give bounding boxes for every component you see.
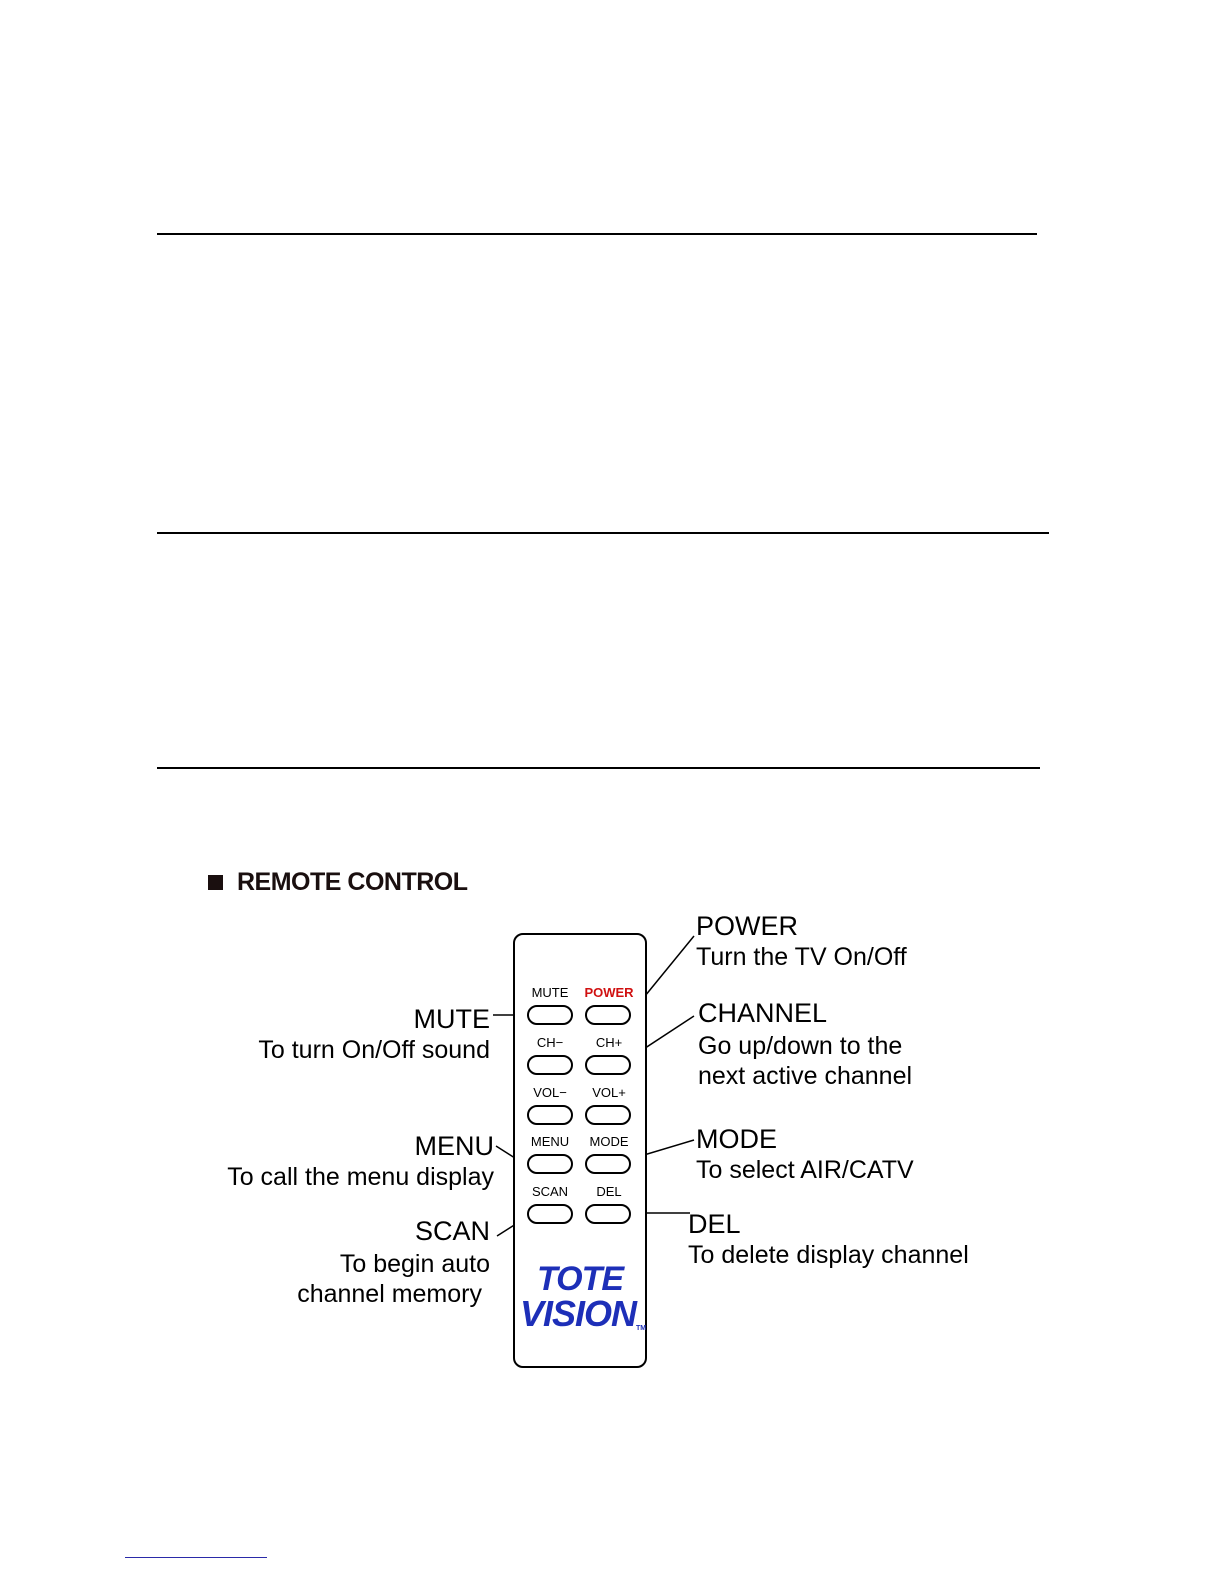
tote-vision-logo: [520, 1260, 647, 1334]
callout-scan-desc-line1: To begin auto: [339, 1250, 490, 1279]
callout-del: [688, 1208, 969, 1270]
mode-button-label: MODE: [589, 1134, 629, 1149]
callout-mute-desc: To turn On/Off sound: [258, 1036, 490, 1065]
logo-line-1: TOTE: [536, 1260, 624, 1298]
mode-button[interactable]: [585, 1154, 631, 1174]
callout-channel-title: CHANNEL: [698, 998, 828, 1028]
menu-button[interactable]: [527, 1154, 573, 1174]
callout-menu: [160, 1130, 494, 1192]
callout-power-desc: Turn the TV On/Off: [696, 943, 907, 972]
callout-scan-desc-line2: channel memory: [297, 1280, 482, 1309]
ch-minus-button-label: CH−: [536, 1035, 564, 1050]
callout-channel-desc-line1: Go up/down to the: [698, 1032, 903, 1061]
callout-mode-desc: To select AIR/CATV: [696, 1156, 914, 1185]
menu-button-label: MENU: [530, 1134, 570, 1149]
callout-menu-desc: To call the menu display: [227, 1163, 494, 1192]
scan-button-label: SCAN: [531, 1184, 569, 1199]
vol-minus-button-label: VOL−: [533, 1085, 567, 1100]
callout-channel-desc-line2: next active channel: [698, 1062, 913, 1091]
callout-mode-title: MODE: [696, 1124, 777, 1154]
logo-line-2: [520, 1293, 647, 1334]
vol-minus-button[interactable]: [527, 1105, 573, 1125]
power-button[interactable]: [585, 1005, 631, 1025]
ch-plus-button-label: CH+: [595, 1035, 623, 1050]
del-button[interactable]: [585, 1204, 631, 1224]
callout-mute-title: MUTE: [413, 1004, 490, 1034]
vol-plus-button-label: VOL+: [592, 1085, 626, 1100]
logo-tm-mark: TM: [636, 1325, 647, 1332]
ch-plus-button[interactable]: [585, 1055, 631, 1075]
callout-channel: [698, 997, 912, 1091]
mute-button[interactable]: [527, 1005, 573, 1025]
callout-power-title: POWER: [696, 911, 799, 941]
callout-power: [696, 910, 907, 972]
power-button-label: POWER: [584, 985, 634, 1000]
callout-del-title: DEL: [688, 1209, 741, 1239]
scan-button[interactable]: [527, 1204, 573, 1224]
callout-del-desc: To delete display channel: [688, 1241, 969, 1270]
callout-menu-title: MENU: [414, 1131, 494, 1161]
callout-mute: [190, 1003, 490, 1065]
callout-scan-title: SCAN: [414, 1216, 490, 1246]
mute-button-label: MUTE: [531, 985, 569, 1000]
section-title-text: REMOTE CONTROL: [237, 868, 468, 896]
callout-scan: [190, 1215, 490, 1309]
logo-line-2-text: VISION: [520, 1293, 637, 1334]
ch-minus-button[interactable]: [527, 1055, 573, 1075]
del-button-label: DEL: [596, 1184, 622, 1199]
callout-mode: [696, 1123, 914, 1185]
vol-plus-button[interactable]: [585, 1105, 631, 1125]
